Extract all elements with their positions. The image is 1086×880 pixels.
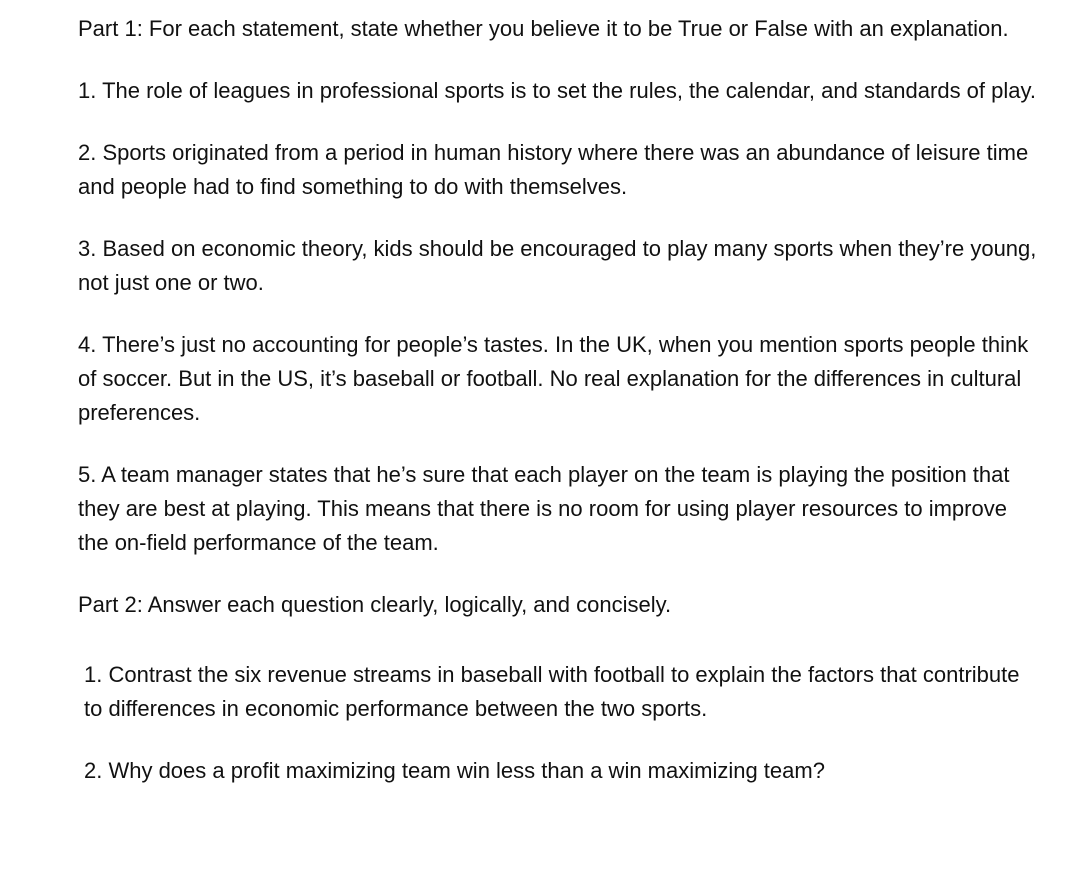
- statement-5: 5. A team manager states that he’s sure that each player on the team is playing the position that they are best at playing. This means that there is no room for using player resources to improve the on-field performance of the team.: [78, 462, 1010, 555]
- statement-1: 1. The role of leagues in professional sports is to set the rules, the calendar, and standards of play.: [78, 78, 1036, 103]
- question-2: 2. Why does a profit maximizing team win less than a win maximizing team?: [84, 758, 825, 783]
- statement-3: 3. Based on economic theory, kids should be encouraged to play many sports when they’re young, not just one or two.: [78, 236, 1037, 295]
- part2-heading: Part 2: Answer each question clearly, logically, and concisely.: [78, 592, 672, 617]
- question-1: 1. Contrast the six revenue streams in baseball with football to explain the factors that contribute to differences in economic performance between the two sports.: [84, 662, 1020, 721]
- part1-heading: Part 1: For each statement, state whether you believe it to be True or False with an explanation.: [78, 16, 1009, 41]
- document-body: [78, 12, 1038, 788]
- statement-2: 2. Sports originated from a period in human history where there was an abundance of leisure time and people had to find something to do with themselves.: [78, 140, 1029, 199]
- statement-4: 4. There’s just no accounting for people’s tastes. In the UK, when you mention sports people think of soccer. But in the US, it’s baseball or football. No real explanation for the differences in cultural preferences.: [78, 332, 1029, 425]
